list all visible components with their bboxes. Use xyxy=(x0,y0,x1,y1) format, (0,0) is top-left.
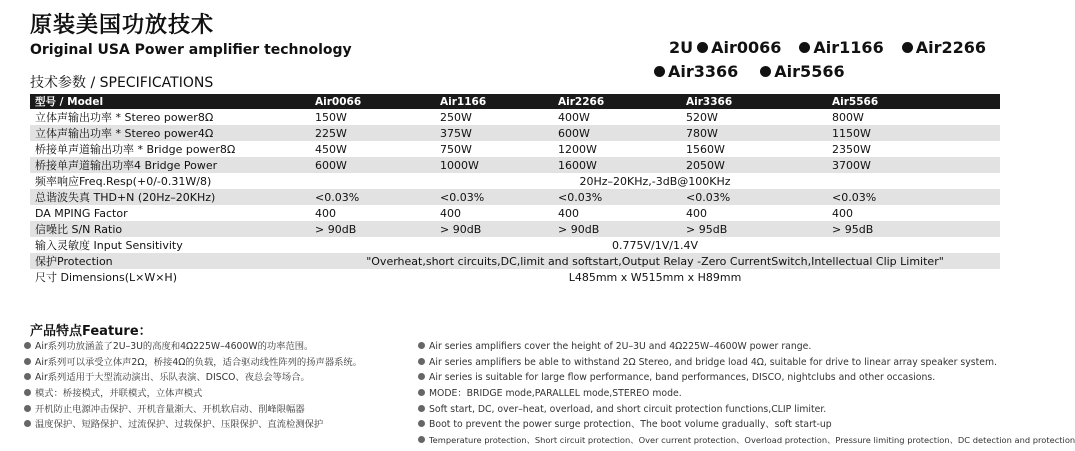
bullet-dot-icon xyxy=(24,342,31,349)
table-cell: 400 xyxy=(558,206,579,220)
table-cell: 2050W xyxy=(681,157,827,173)
bullet-dot-icon xyxy=(760,66,771,77)
table-cell: > 95dB xyxy=(827,221,1000,237)
bullet-dot-icon xyxy=(24,358,31,365)
bullet-dot-icon xyxy=(654,66,665,77)
bullet-dot-icon xyxy=(418,373,425,380)
table-cell: 450W xyxy=(315,142,347,156)
row-label: 信噪比 S/N Ratio xyxy=(30,221,310,237)
model-item xyxy=(697,36,781,60)
table-cell: 400 xyxy=(315,206,336,220)
features-list-cn xyxy=(24,339,362,433)
list-item xyxy=(24,386,362,402)
table-header-cell: Air0066 xyxy=(310,94,435,109)
table-cell: 400 xyxy=(686,206,707,220)
feature-text: 温度保护、短路保护、过流保护、过载保护、压限保护、直流检测保护 xyxy=(35,419,324,431)
bullet-dot-icon xyxy=(418,405,425,412)
table-cell: <0.03% xyxy=(681,189,827,205)
features-title: 产品特点Feature： xyxy=(30,324,152,339)
table-cell: 800W xyxy=(832,110,864,124)
table-header-cell: Air1166 xyxy=(435,94,553,109)
row-label: 保护Protection xyxy=(30,253,310,269)
table-cell: <0.03% xyxy=(310,189,435,205)
table-row xyxy=(30,189,1000,205)
row-label: DA MPING Factor xyxy=(35,206,128,220)
table-cell: 1000W xyxy=(435,157,553,173)
bullet-dot-icon xyxy=(418,389,425,396)
bullet-dot-icon xyxy=(418,358,425,365)
bullet-dot-icon xyxy=(24,389,31,396)
table-row xyxy=(30,205,1000,221)
table-row xyxy=(30,253,1000,269)
table-header-cell: Air2266 xyxy=(553,94,681,109)
table-row xyxy=(30,109,1000,125)
bullet-dot-icon xyxy=(24,420,31,427)
table-cell-span: "Overheat,short circuits,DC,limit and softstart,Output Relay -Zero CurrentSwitch,Intellectual Clip Limiter" xyxy=(310,253,1000,269)
table-cell: 250W xyxy=(440,110,472,124)
table-cell: > 95dB xyxy=(681,221,827,237)
table-row xyxy=(30,237,1000,253)
model-item xyxy=(902,36,986,60)
table-row xyxy=(30,173,1000,189)
bullet-dot-icon xyxy=(418,436,425,443)
row-label: 立体声输出功率 * Stereo power8Ω xyxy=(35,111,214,124)
models-badge xyxy=(626,36,986,84)
feature-text: Air系列功放涵盖了2U–3U的高度和4Ω225W–4600W的功率范围。 xyxy=(35,341,314,352)
model-label: Air0066 xyxy=(711,38,782,57)
table-cell-span: 20Hz–20KHz,-3dB@100KHz xyxy=(579,174,731,188)
row-label: 立体声输出功率 * Stereo power4Ω xyxy=(30,125,310,141)
table-cell: 520W xyxy=(686,110,718,124)
list-item xyxy=(24,417,362,433)
table-cell: 2350W xyxy=(832,142,871,156)
table-cell: > 90dB xyxy=(310,221,435,237)
feature-text: Air系列适用于大型流动演出、乐队表演、DISCO、夜总会等场合。 xyxy=(35,372,310,384)
list-item xyxy=(418,386,1075,402)
row-label: 桥接单声道输出功率 * Bridge power8Ω xyxy=(35,143,236,156)
row-label: 桥接单声道输出功率4 Bridge Power xyxy=(30,157,310,173)
list-item xyxy=(418,370,1075,386)
table-row xyxy=(30,125,1000,141)
table-cell: 3700W xyxy=(827,157,1000,173)
table-cell: <0.03% xyxy=(553,189,681,205)
table-cell: 1560W xyxy=(686,142,725,156)
list-item xyxy=(418,402,1075,418)
row-label: 尺寸 Dimensions(L×W×H) xyxy=(35,271,177,284)
bullet-dot-icon xyxy=(902,42,913,53)
table-cell: 600W xyxy=(553,125,681,141)
list-item xyxy=(24,370,362,386)
table-header-cell: 型号 / Model xyxy=(30,94,310,109)
model-label: Air3366 xyxy=(668,62,739,81)
row-label: 输入灵敏度 Input Sensitivity xyxy=(35,239,183,252)
bullet-dot-icon xyxy=(799,42,810,53)
feature-text: Temperature protection、Short circuit protection、Over current protection、Overload protection、Pressure limiting protection、DC detection and protection xyxy=(429,435,1075,446)
specifications-heading: 技术参数 / SPECIFICATIONS xyxy=(30,75,214,91)
table-cell: > 90dB xyxy=(435,221,553,237)
list-item xyxy=(24,402,362,418)
table-row xyxy=(30,221,1000,237)
model-label: Air1166 xyxy=(813,38,884,57)
table-row xyxy=(30,141,1000,157)
table-cell: 400W xyxy=(558,110,590,124)
bullet-dot-icon xyxy=(697,42,708,53)
page-title-en: Original USA Power amplifier technology xyxy=(30,42,352,58)
bullet-dot-icon xyxy=(418,420,425,427)
feature-text: Air series is suitable for large flow performance, band performances, DISCO, nightclubs and other occasions. xyxy=(429,372,936,384)
row-label: 总谐波失真 THD+N (20Hz–20KHz) xyxy=(30,189,310,205)
models-prefix: 2U xyxy=(668,38,694,57)
feature-text: Boot to prevent the power surge protection、The boot volume gradually、soft start-up xyxy=(429,419,832,431)
table-cell: 225W xyxy=(310,125,435,141)
table-cell: 1150W xyxy=(827,125,1000,141)
table-cell: > 90dB xyxy=(553,221,681,237)
table-cell-span: 0.775V/1V/1.4V xyxy=(612,238,698,252)
feature-text: Air series amplifiers be able to withstand 2Ω Stereo, and bridge load 4Ω, suitable for drive to linear array speaker system. xyxy=(429,356,997,368)
table-cell: <0.03% xyxy=(827,189,1000,205)
feature-text: Soft start, DC, over–heat, overload, and short circuit protection functions,CLIP limiter. xyxy=(429,403,827,415)
model-label: Air5566 xyxy=(774,62,845,81)
model-label: Air2266 xyxy=(915,38,986,57)
table-row xyxy=(30,269,1000,285)
table-cell: 780W xyxy=(681,125,827,141)
table-cell: 400 xyxy=(440,206,461,220)
table-cell: 750W xyxy=(440,142,472,156)
feature-text: 开机防止电源冲击保护、开机音量渐大、开机软启动、削峰限幅器 xyxy=(35,403,305,415)
list-item xyxy=(418,417,1075,433)
list-item xyxy=(24,339,362,355)
page-title-cn: 原装美国功放技术 xyxy=(30,13,215,38)
model-item xyxy=(799,36,883,60)
bullet-dot-icon xyxy=(24,373,31,380)
table-cell: 400 xyxy=(832,206,853,220)
table-cell: <0.03% xyxy=(435,189,553,205)
table-cell: 150W xyxy=(315,110,347,124)
row-label: 频率响应Freq.Resp(+0/-0.31W/8) xyxy=(35,175,212,188)
feature-text: Air系列可以承受立体声2Ω，桥接4Ω的负载，适合驱动线性阵列的扬声器系统。 xyxy=(35,356,363,368)
table-header-cell: Air3366 xyxy=(681,94,827,109)
bullet-dot-icon xyxy=(418,342,425,349)
list-item xyxy=(418,339,1075,355)
table-cell: 600W xyxy=(310,157,435,173)
table-cell-span: L485mm x W515mm x H89mm xyxy=(568,270,742,284)
features-list-en xyxy=(418,339,1075,449)
table-row xyxy=(30,157,1000,173)
list-item xyxy=(24,355,362,371)
feature-text: MODE：BRIDGE mode,PARALLEL mode,STEREO mode. xyxy=(429,388,682,400)
table-cell: 1200W xyxy=(558,142,597,156)
table-cell: 375W xyxy=(435,125,553,141)
table-cell: 1600W xyxy=(553,157,681,173)
model-item xyxy=(654,60,738,84)
feature-text: 模式：桥接模式，并联模式，立体声模式 xyxy=(35,388,203,400)
model-item xyxy=(760,60,844,84)
list-item xyxy=(418,433,1075,449)
list-item xyxy=(418,355,1075,371)
bullet-dot-icon xyxy=(24,405,31,412)
feature-text: Air series amplifiers cover the height of 2U–3U and 4Ω225W–4600W power range. xyxy=(429,341,812,352)
table-header-cell: Air5566 xyxy=(827,94,1000,109)
specifications-table xyxy=(30,94,1000,285)
table-header-row xyxy=(30,94,1000,109)
